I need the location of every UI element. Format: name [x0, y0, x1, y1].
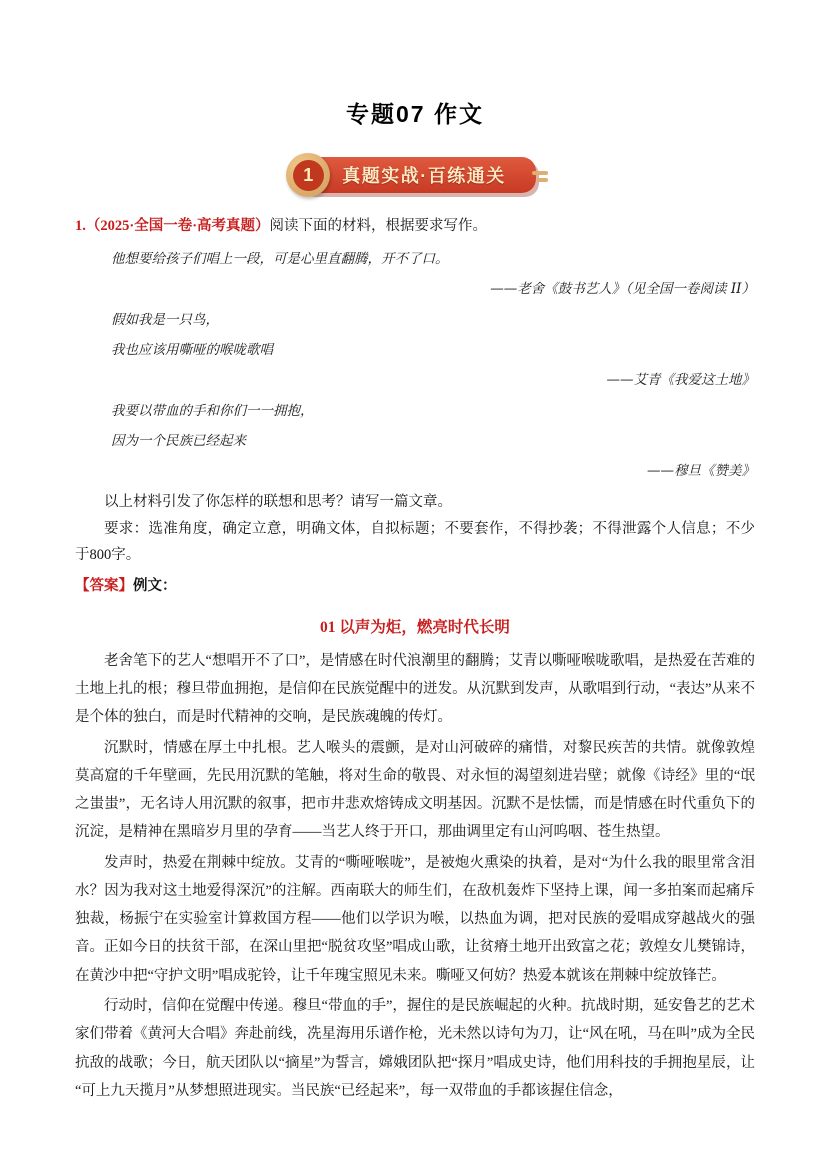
material-quotes: [75, 244, 755, 487]
question-requirements: 要求：选准角度，确定立意，明确文体，自拟标题；不要套作，不得抄袭；不得泄露个人信息；不少于800字。: [75, 520, 755, 564]
quote-attribution: ——艾青《我爱这土地》: [606, 372, 755, 389]
answer-label: 【答案】: [75, 578, 133, 595]
section-banner-wrap: [75, 157, 755, 193]
banner-label: 真题实战·百练通关: [342, 166, 506, 186]
essay-paragraph: 沉默时，情感在厚土中扎根。艺人喉头的震颤，是对山河破碎的痛惜，对黎民疾苦的共情。就像敦煌莫高窟的千年壁画，先民用沉默的笔触，将对生命的敬畏、对永恒的渴望刻进岩壁；就像《诗经》里的“氓之蚩蚩”，无名诗人用沉默的叙事，把市井悲欢熔铸成文明基因。沉默不是怯懦，而是情感在时代重负下的沉淀，是精神在黑暗岁月里的孕育——当艺人终于开口，那曲调里定有山河呜咽、苍生热望。: [75, 739, 755, 841]
question-number: 1.: [75, 218, 86, 234]
quote-line: 我要以带血的手和你们一一拥抱，: [111, 402, 314, 419]
essay-title: 01 以声为炬，燃亮时代长明: [320, 618, 510, 636]
banner-number: 1: [293, 160, 324, 191]
section-banner: [294, 157, 536, 193]
quote-line: 我也应该用嘶哑的喉咙歌唱: [111, 341, 273, 358]
answer-label-line: [75, 573, 755, 601]
quote-attribution: ——老舍《鼓书艺人》（见全国一卷阅读 II）: [490, 281, 755, 298]
essay-paragraph: 老舍笔下的艺人“想唱开不了口”，是情感在时代浪潮里的翻腾；艾青以嘶哑喉咙歌唱，是热爱在苦难的土地上扎的根；穆旦带血拥抱，是信仰在民族觉醒中的迸发。从沉默到发声，从歌唱到行动，“表达”从来不是个体的独白，而是时代精神的交响，是民族魂魄的传灯。: [75, 652, 755, 726]
quote-line: 他想要给孩子们唱上一段，可是心里直翻腾，开不了口。: [111, 250, 449, 267]
page-title: 专题07 作文: [346, 101, 484, 127]
quote-line: 因为一个民族已经起来: [111, 433, 246, 450]
banner-decoration-icon: [532, 168, 548, 185]
question-heading: [75, 213, 755, 240]
essay-paragraph: 行动时，信仰在觉醒中传递。穆旦“带血的手”，握住的是民族崛起的火种。抗战时期，延安鲁艺的艺术家们带着《黄河大合唱》奔赴前线，冼星海用乐谱作枪，光未然以诗句为刀，让“风在吼，马在叫”成为全民抗敌的战歌；今日，航天团队以“摘星”为誓言，嫦娥团队把“探月”唱成史诗，他们用科技的手拥抱星辰，让“可上九天揽月”从梦想照进现实。当民族“已经起来”，每一双带血的手都该握住信念，: [75, 997, 755, 1099]
essay-paragraph: 发声时，热爱在荆棘中绽放。艾青的“嘶哑喉咙”，是被炮火熏染的执着，是对“为什么我的眼里常含泪水？因为我对这土地爱得深沉”的注解。西南联大的师生们，在敌机轰炸下坚持上课，闻一多拍案而起痛斥独裁，杨振宁在实验室计算救国方程——他们以学识为喉，以热血为调，把对民族的爱唱成穿越战火的强音。正如今日的扶贫干部，在深山里把“脱贫攻坚”唱成山歌，让贫瘠土地开出致富之花；敦煌女儿樊锦诗，在黄沙中把“守护文明”唱成驼铃，让千年瑰宝照见未来。嘶哑又何妨？热爱本就该在荆棘中绽放锋芒。: [75, 854, 755, 984]
quote-attribution: ——穆旦《赞美》: [647, 463, 755, 480]
question-source: （2025·全国一卷·高考真题）: [85, 218, 270, 234]
question-prompt: 以上材料引发了你怎样的联想和思考？请写一篇文章。: [104, 493, 452, 510]
question-intro: 阅读下面的材料，根据要求写作。: [269, 218, 488, 234]
quote-line: 假如我是一只鸟，: [111, 311, 219, 328]
document-content: [75, 213, 755, 1105]
banner-number-badge: [286, 153, 330, 197]
answer-label-suffix: 例文：: [133, 578, 177, 595]
